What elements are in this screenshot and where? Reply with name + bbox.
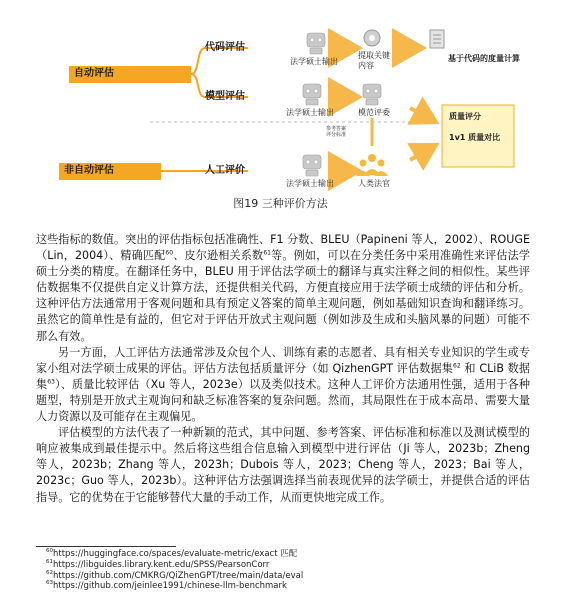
quality-eval-label: 质量评分: [449, 112, 481, 121]
paragraph-1: 这些指标的数值。突出的评估指标包括准确性、F1 分数、BLEU（Papineni 等人，2002）、ROUGE（Lin，2004）、精确匹配$^{60}$、皮尔逊相关系数$^{61}$等。例如，可以在分类任务中采用准确性来评估法学硕士分类的精度。在翻译任务中，BLEU 用于评估法学硕士的翻译与真实注释之间的相似性。某些评估数据集不仅提供自定义计算方法，还提供相关代码，方便直接应用于法学硕士成绩的评估和分析。这种评估方法通常用于客观问题和具有预定义答案的简单主观问题，例如基础知识查询和翻译练习。虽然它的简单性是有益的，但它对于评估开放式主观问题（例如涉及生成和头脑风暴的问题）可能不那么有效。: [36, 233, 530, 343]
auto-eval-label: 自动评估: [74, 68, 114, 79]
paragraph-3: 评估模型的方法代表了一种新颖的范式，其中问题、参考答案、评估标准和标准以及测试模型的响应被集成到最佳提示中。然后将这些组合信息输入到模型中进行评估（Ji 等人，2023b；Zheng 等人，2023b；Zhang 等人，2023h；Dubois 等人，2023；Cheng 等人，2023；Bai 等人，2023c；Guo 等人，2023b）。这种评估方法强调选择当前表现优异的法学硕士，并提供合适的评估指导。它的优势在于它能够替代大量的手动工作，从而更快地完成工作。: [36, 426, 530, 504]
judge-model-label: 模范评委: [358, 108, 390, 117]
robot-judge-icon: [363, 84, 381, 105]
code-eval-label: 代码评估: [205, 42, 245, 53]
robot-icon: [303, 84, 321, 105]
figure-caption: 图19 三种评价方法: [233, 197, 328, 210]
footnote-ref: 62: [453, 362, 461, 370]
footnote-60: $^{60}$https://huggingface.co/spaces/evaluate-metric/exact 匹配: [46, 548, 298, 559]
footnote-ref: 63: [47, 378, 55, 386]
footnote-61: $^{61}$https://libguides.library.kent.edu/SPSS/PearsonCorr: [46, 558, 270, 570]
footnote-divider: [36, 546, 176, 547]
llm-output-label: 法学硕士输出: [286, 179, 334, 188]
paragraph-2: 另一方面，人工评估方法通常涉及众包个人、训练有素的志愿者、具有相关专业知识的学生或专家小组对法学硕士成果的评估。评估方法包括质量评分（如 QizhenGPT 评估数据集$^{62}$ 和 CLiB 数据集$^{63}$）、质量比较评估（Xu 等人，2023e）以及类似技术。这种人工评价方法通用性强，适用于各种题型，特别是开放式主观询问和缺乏标准答案的复杂问题。然而，其局限性在于成本高昂、需要大量人力资源以及可能存在主观偏见。: [36, 345, 530, 424]
footnote-link[interactable]: https://github.com/jeinlee1991/chinese-llm-benchmark: [53, 581, 287, 592]
reference-note: 参考答案评分标准: [326, 126, 347, 138]
footnote-63: $^{63}$https://github.com/jeinlee1991/chinese-llm-benchmark: [46, 580, 287, 592]
evaluation-methods-figure: [0, 0, 561, 215]
footnote-link[interactable]: https://huggingface.co/spaces/evaluate-metric/exact 匹配: [53, 549, 298, 559]
human-judge-label: 人类法官: [358, 179, 390, 188]
pairwise-label: 1v1 质量对比: [449, 133, 501, 142]
footnote-link[interactable]: https://libguides.library.kent.edu/SPSS/PearsonCorr: [53, 559, 270, 570]
people-icon: [356, 154, 388, 176]
extract-content-label: 提取关键内容: [358, 51, 390, 70]
figure-connectors: [0, 0, 561, 215]
document-icon: [430, 30, 444, 48]
model-eval-label: 模型评估: [205, 91, 245, 102]
footnote-ref: 61: [263, 249, 271, 257]
gear-icon: [364, 30, 380, 46]
footnote-ref: 60: [165, 249, 174, 257]
human-eval-label: 人工评价: [205, 165, 245, 176]
robot-icon: [307, 33, 325, 54]
non-auto-eval-label: 非自动评估: [64, 165, 114, 176]
footnote-link[interactable]: https://github.com/CMKRG/QiZhenGPT/tree/main/data/eval: [53, 570, 304, 581]
footnote-62: $^{62}$https://github.com/CMKRG/QiZhenGPT/tree/main/data/eval: [46, 569, 304, 581]
code-metric-label: 基于代码的度量计算: [448, 54, 520, 63]
llm-output-label: 法学硕士输出: [290, 57, 338, 66]
robot-icon: [303, 155, 321, 176]
footnotes: [46, 549, 526, 592]
body-text: [36, 232, 530, 506]
llm-output-label: 法学硕士输出: [286, 108, 334, 117]
